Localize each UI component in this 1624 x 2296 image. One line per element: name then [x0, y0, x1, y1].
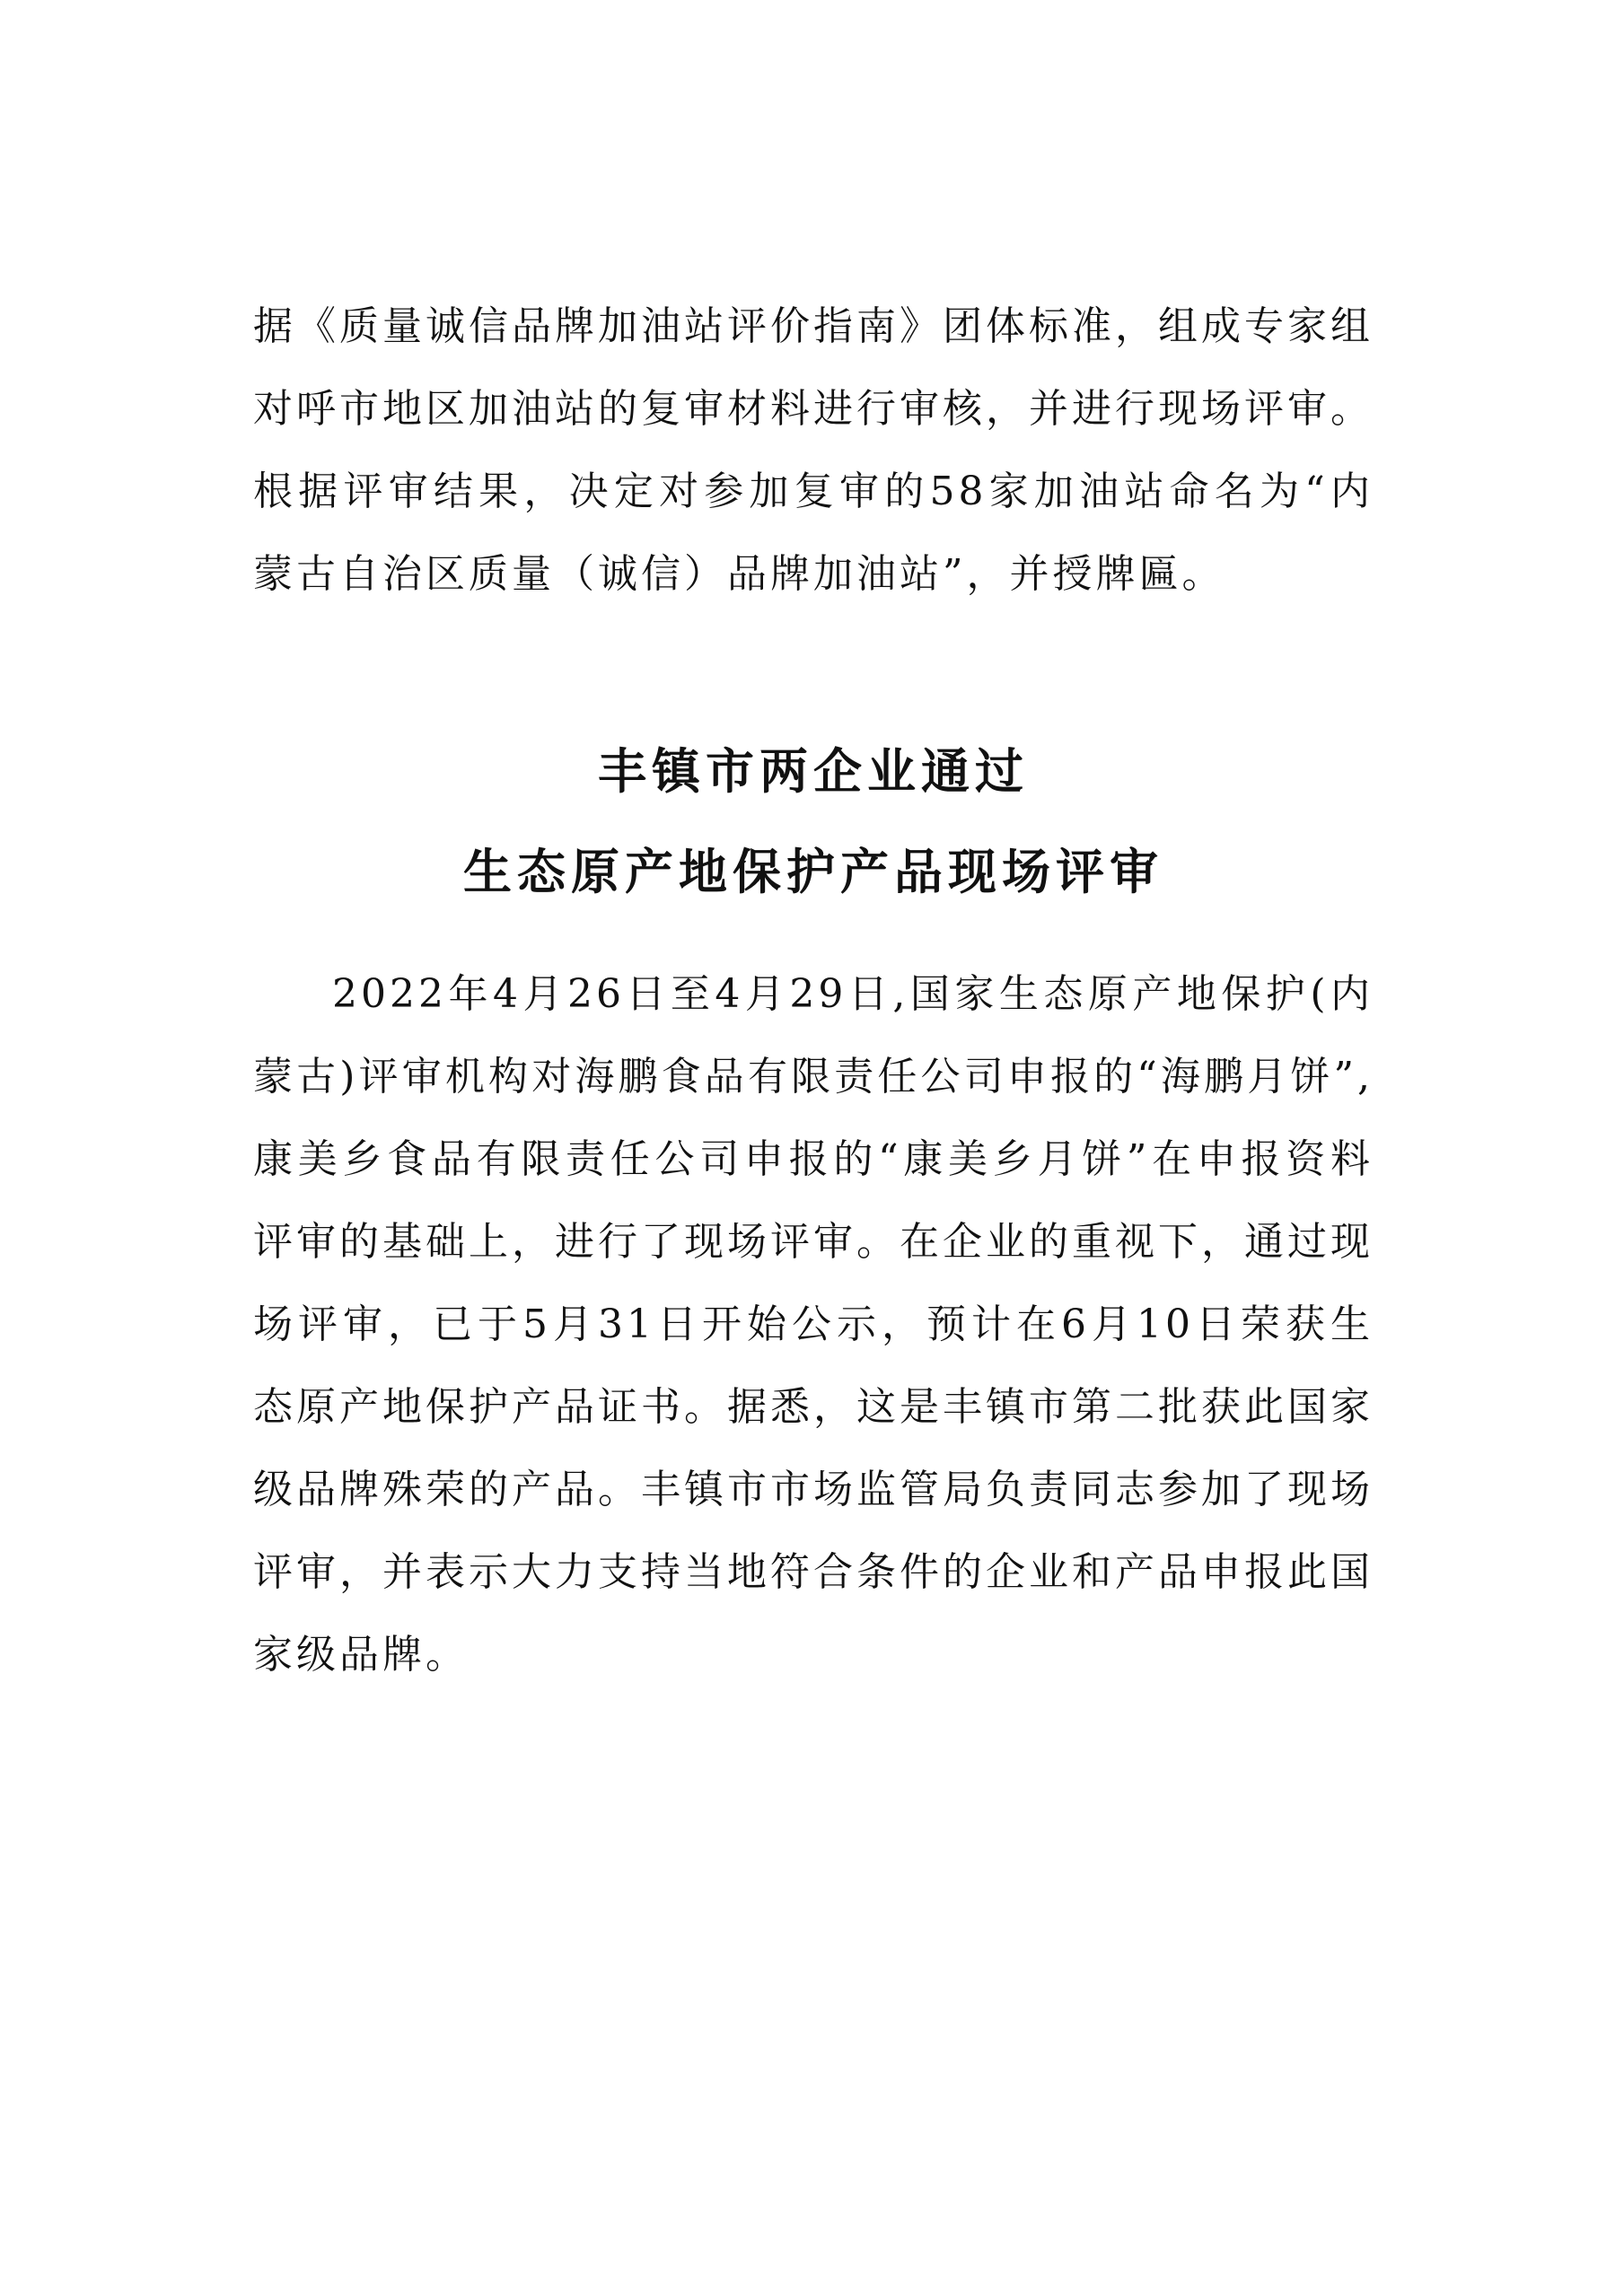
title-line: 丰镇市两企业通过 — [598, 743, 1029, 800]
paragraph-line: 根据评审结果，决定对参加复审的58家加油站命名为“内 — [253, 469, 1374, 514]
paragraph-line: 对呼市地区加油站的复审材料进行审核，并进行现场评审。 — [253, 386, 1374, 432]
intro-paragraph — [253, 285, 1374, 616]
article-title — [253, 722, 1374, 923]
paragraph-line: 蒙古自治区质量（诚信）品牌加油站”，并授牌匾。 — [253, 551, 1225, 597]
body-line: 评审，并表示大力支持当地符合条件的企业和产品申报此国 — [253, 1549, 1374, 1595]
article-body — [253, 953, 1374, 1696]
paragraph-line: 据《质量诚信品牌加油站评价指南》团体标准，组成专家组 — [253, 303, 1374, 349]
title-line: 生态原产地保护产品现场评审 — [463, 844, 1163, 900]
body-line: 评审的基础上，进行了现场评审。在企业的重视下，通过现 — [253, 1219, 1374, 1265]
body-line: 级品牌殊荣的产品。丰镇市市场监管局负责同志参加了现场 — [253, 1467, 1374, 1512]
body-line: 场评审，已于5月31日开始公示，预计在6月10日荣获生 — [253, 1301, 1374, 1347]
body-line: 态原产地保护产品证书。据悉，这是丰镇市第二批获此国家 — [253, 1384, 1374, 1430]
body-line: 蒙古)评审机构对海鹏食品有限责任公司申报的“海鹏月饼”, — [253, 1054, 1374, 1100]
page-content — [253, 285, 1374, 1696]
body-line: 康美乡食品有限责任公司申报的“康美乡月饼”在申报资料 — [253, 1136, 1374, 1182]
body-line: 2022年4月26日至4月29日,国家生态原产地保护(内 — [332, 971, 1374, 1017]
body-line: 家级品牌。 — [253, 1632, 469, 1678]
